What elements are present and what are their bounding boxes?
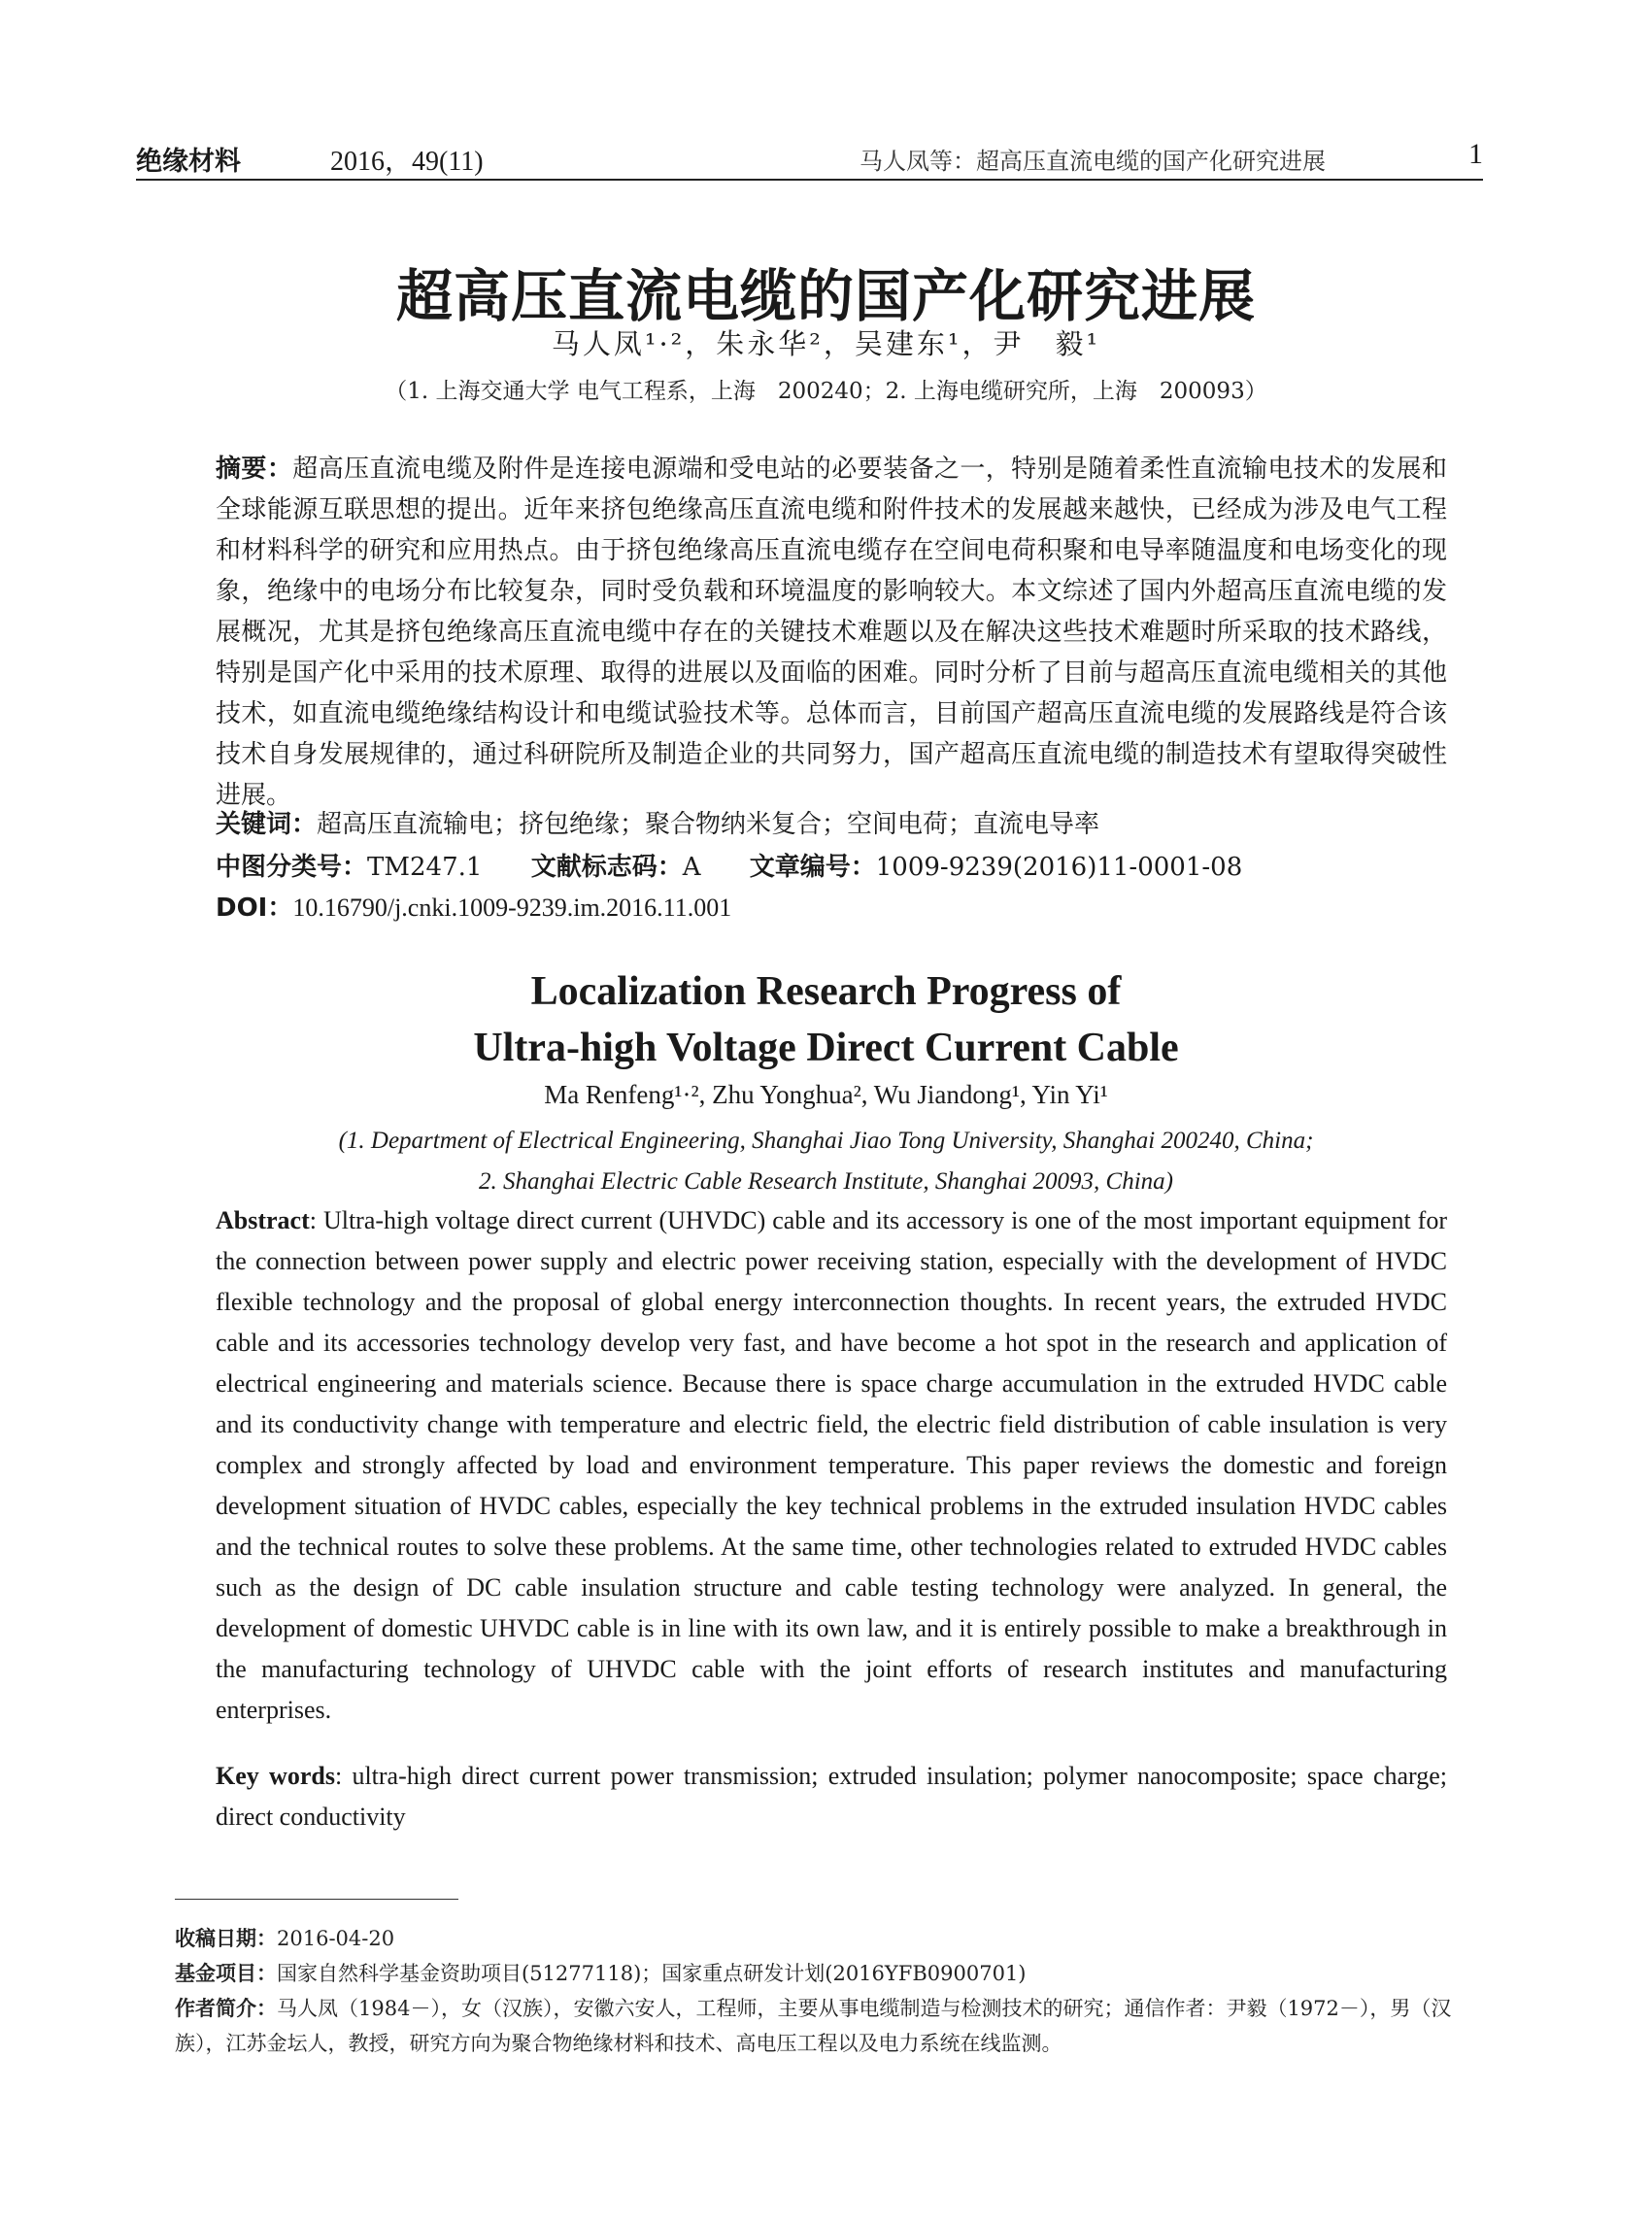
english-affiliation-line1: (1. Department of Electrical Engineering, Shanghai Jiao Tong University, Shanghai 200240, China; — [338, 1128, 1314, 1154]
chinese-keywords — [216, 804, 1447, 845]
doc-code-item — [531, 853, 701, 882]
english-authors: Ma Renfeng¹·², Zhu Yonghua², Wu Jiandong¹, Yin Yi¹ — [544, 1080, 1108, 1109]
english-title — [0, 963, 1652, 1076]
doc-code-value: A — [682, 853, 701, 882]
doi-label: DOI： — [216, 894, 293, 923]
chinese-authors: 马人凤¹·²，朱永华²，吴建东¹，尹 毅¹ — [551, 327, 1101, 360]
english-abstract-label: Abstract — [216, 1206, 310, 1234]
english-affiliations — [0, 1121, 1652, 1202]
author-value: 马人凤（1984－），女（汉族），安徽六安人，工程师，主要从事电缆制造与检测技术的研究；通信作者：尹毅（1972－），男（汉族），江苏金坛人，教授，研究方向为聚合物绝缘材料和技术、高电压工程以及电力系统在线监测。 — [175, 1997, 1452, 2055]
article-no-item — [750, 853, 1243, 882]
footnote-received — [175, 1921, 1481, 1956]
english-title-line1: Localization Research Progress of — [530, 969, 1122, 1014]
footnote-fund — [175, 1956, 1481, 1991]
doi-line — [216, 888, 1447, 928]
clc-value: TM247.1 — [367, 853, 483, 882]
journal-name: 绝缘材料 — [136, 147, 241, 177]
received-label: 收稿日期： — [175, 1927, 277, 1950]
english-abstract-text: : Ultra-high voltage direct current (UHVDC) cable and its accessory is one of the most important equipment for the connection between power supply and electric power receiving station, especially with the development of HVDC flexible technology and the proposal of global energy interconnection thoughts. In recent years, the extruded HVDC cable and its accessories technology develop very fast, and have become a hot spot in the research and application of electrical engineering and materials science. Because there is space charge accumulation in the extruded HVDC cable and its conductivity change with temperature and electric field, the electric field distribution of cable insulation is very complex and strongly affected by load and environment temperature. This paper reviews the domestic and foreign development situation of HVDC cables, especially the key technical problems in the extruded insulation HVDC cables and the technical routes to solve these problems. At the same time, other technologies related to extruded HVDC cables such as the design of DC cable insulation structure and cable testing technology were analyzed. In general, the development of domestic UHVDC cable is in line with its own law, and it is entirely possible to make a breakthrough in the manufacturing technology of UHVDC cable with the joint efforts of research institutes and manufacturing enterprises. — [216, 1206, 1447, 1724]
english-title-line2: Ultra-high Voltage Direct Current Cable — [473, 1026, 1179, 1070]
chinese-affiliations: （1. 上海交通大学 电气工程系，上海 200240；2. 上海电缆研究所，上海 200093） — [385, 379, 1267, 404]
chinese-abstract-text: 超高压直流电缆及附件是连接电源端和受电站的必要装备之一，特别是随着柔性直流输电技术的发展和全球能源互联思想的提出。近年来挤包绝缘高压直流电缆和附件技术的发展越来越快，已经成为涉及电气工程和材料科学的研究和应用热点。由于挤包绝缘高压直流电缆存在空间电荷积聚和电导率随温度和电场变化的现象，绝缘中的电场分布比较复杂，同时受负载和环境温度的影响较大。本文综述了国内外超高压直流电缆的发展概况，尤其是挤包绝缘高压直流电缆中存在的关键技术难题以及在解决这些技术难题时所采取的技术路线，特别是国产化中采用的技术原理、取得的进展以及面临的困难。同时分析了目前与超高压直流电缆相关的其他技术，如直流电缆绝缘结构设计和电缆试验技术等。总体而言，目前国产超高压直流电缆的发展路线是符合该技术自身发展规律的，通过科研院所及制造企业的共同努力，国产超高压直流电缆的制造技术有望取得突破性进展。 — [216, 455, 1447, 810]
received-value: 2016-04-20 — [277, 1927, 395, 1950]
chinese-keywords-label: 关键词： — [216, 810, 318, 839]
chinese-title: 超高压直流电缆的国产化研究进展 — [395, 263, 1256, 329]
running-title: 马人凤等：超高压直流电缆的国产化研究进展 — [860, 148, 1326, 175]
author-label: 作者简介： — [175, 1997, 277, 2020]
page-number: 1 — [1468, 138, 1483, 170]
fund-label: 基金项目： — [175, 1962, 277, 1985]
english-keywords — [216, 1756, 1447, 1838]
classification-line — [216, 847, 1447, 888]
footnotes — [175, 1921, 1481, 2061]
footnote-divider — [175, 1899, 458, 1900]
journal-issue: 2016，49(11) — [330, 147, 484, 177]
english-keywords-text: : ultra-high direct current power transmission; extruded insulation; polymer nanocomposite; space charge; direct conductivity — [216, 1762, 1447, 1831]
english-affiliation-line2: 2. Shanghai Electric Cable Research Institute, Shanghai 20093, China) — [479, 1168, 1173, 1195]
article-no-label: 文章编号： — [749, 853, 876, 882]
fund-value: 国家自然科学基金资助项目(51277118)；国家重点研发计划(2016YFB0900701) — [277, 1962, 1027, 1985]
clc-item — [216, 853, 482, 882]
article-no-value: 1009-9239(2016)11-0001-08 — [875, 853, 1243, 882]
doc-code-label: 文献标志码： — [530, 853, 683, 882]
clc-label: 中图分类号： — [216, 853, 368, 882]
footnote-author — [175, 1991, 1481, 2061]
chinese-abstract-label: 摘要： — [216, 455, 293, 484]
chinese-abstract — [216, 449, 1447, 816]
doi-value: 10.16790/j.cnki.1009-9239.im.2016.11.001 — [292, 894, 732, 922]
english-keywords-label: Key words — [216, 1762, 335, 1790]
running-header — [136, 136, 1483, 181]
english-abstract — [216, 1200, 1447, 1731]
chinese-keywords-text: 超高压直流输电；挤包绝缘；聚合物纳米复合；空间电荷；直流电导率 — [317, 810, 1100, 839]
